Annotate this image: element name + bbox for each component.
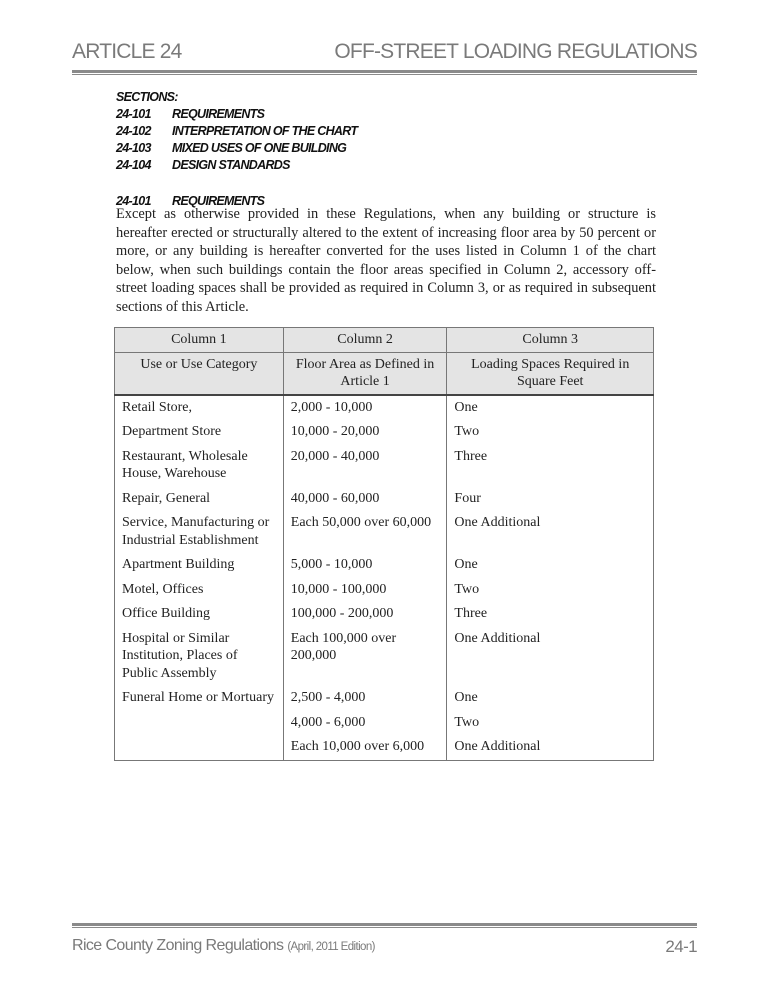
floor-area-cell: 5,000 - 10,000: [283, 553, 447, 578]
section-number: 24-101: [116, 107, 151, 121]
table-row: [115, 395, 654, 421]
floor-area-cell: 20,000 - 40,000: [283, 445, 447, 487]
loading-spaces-cell: One: [447, 553, 654, 578]
section-number: 24-102: [116, 124, 151, 138]
loading-spaces-cell: Two: [447, 420, 654, 445]
page-header: [72, 40, 697, 62]
floor-area-cell: 100,000 - 200,000: [283, 602, 447, 627]
floor-area-cell: 2,500 - 4,000: [283, 686, 447, 711]
table-row: [115, 735, 654, 760]
table-row: [115, 445, 654, 487]
column-header: Column 3: [447, 328, 654, 353]
use-cell: [115, 735, 284, 760]
use-cell: Restaurant, Wholesale House, Warehouse: [115, 445, 284, 487]
table-subheader-row: [115, 352, 654, 395]
page-number: 24-1: [665, 937, 697, 956]
loading-spaces-cell: Three: [447, 445, 654, 487]
section-number: 24-103: [116, 141, 151, 155]
table-row: [115, 578, 654, 603]
column-subheader: Use or Use Category: [115, 352, 284, 395]
use-cell: Hospital or Similar Institution, Places of Public Assembly: [115, 627, 284, 687]
table-row: [115, 686, 654, 711]
loading-spaces-cell: One Additional: [447, 511, 654, 553]
loading-spaces-cell: Two: [447, 578, 654, 603]
document-title: Rice County Zoning Regulations: [72, 937, 284, 954]
article-title: OFF-STREET LOADING REGULATIONS: [334, 40, 697, 63]
section-list-item: [116, 124, 357, 138]
floor-area-cell: 10,000 - 100,000: [283, 578, 447, 603]
floor-area-cell: Each 50,000 over 60,000: [283, 511, 447, 553]
column-header: Column 1: [115, 328, 284, 353]
table-row: [115, 420, 654, 445]
use-cell: Repair, General: [115, 487, 284, 512]
table-row: [115, 711, 654, 736]
loading-spaces-cell: One: [447, 395, 654, 421]
loading-spaces-cell: One Additional: [447, 735, 654, 760]
loading-spaces-cell: One: [447, 686, 654, 711]
section-list-item: [116, 158, 290, 172]
table-row: [115, 487, 654, 512]
use-cell: Apartment Building: [115, 553, 284, 578]
floor-area-cell: 10,000 - 20,000: [283, 420, 447, 445]
section-title: DESIGN STANDARDS: [172, 158, 290, 172]
column-subheader: Floor Area as Defined in Article 1: [283, 352, 447, 395]
section-title: INTERPRETATION OF THE CHART: [172, 124, 358, 138]
table-row: [115, 553, 654, 578]
loading-spaces-cell: Two: [447, 711, 654, 736]
floor-area-cell: 40,000 - 60,000: [283, 487, 447, 512]
section-title: REQUIREMENTS: [172, 194, 265, 208]
sections-heading: SECTIONS:: [116, 90, 178, 104]
use-cell: Service, Manufacturing or Industrial Establishment: [115, 511, 284, 553]
loading-spaces-cell: Three: [447, 602, 654, 627]
section-list-item: [116, 141, 346, 155]
floor-area-cell: Each 10,000 over 6,000: [283, 735, 447, 760]
use-cell: Department Store: [115, 420, 284, 445]
floor-area-cell: 2,000 - 10,000: [283, 395, 447, 421]
edition: (April, 2011 Edition): [287, 941, 375, 953]
floor-area-cell: Each 100,000 over 200,000: [283, 627, 447, 687]
table-header-row: [115, 328, 654, 353]
loading-spaces-cell: Four: [447, 487, 654, 512]
column-header: Column 2: [283, 328, 447, 353]
requirements-paragraph: Except as otherwise provided in these Regulations, when any building or structure is hereafter erected or structurally altered to the extent of increasing floor area by 50 percent or more, or any building is hereafter converted for the uses listed in Column 1 of the chart below, when such buildings contain the floor areas specified in Column 2, accessory off-street loading spaces shall be provided as required in Column 3, or as required in subsequent sections of this Article.: [116, 206, 656, 315]
table-row: [115, 511, 654, 553]
section-number: 24-104: [116, 158, 151, 172]
use-cell: Office Building: [115, 602, 284, 627]
use-cell: Motel, Offices: [115, 578, 284, 603]
footer-title: [72, 937, 375, 955]
column-subheader: Loading Spaces Required in Square Feet: [447, 352, 654, 395]
section-title: MIXED USES OF ONE BUILDING: [172, 141, 347, 155]
loading-spaces-cell: One Additional: [447, 627, 654, 687]
use-cell: Retail Store,: [115, 395, 284, 421]
use-cell: [115, 711, 284, 736]
footer-rule: [72, 923, 697, 928]
floor-area-cell: 4,000 - 6,000: [283, 711, 447, 736]
article-number: ARTICLE 24: [72, 40, 182, 63]
section-list-item: [116, 107, 264, 121]
section-number: 24-101: [116, 194, 151, 208]
header-rule: [72, 70, 697, 75]
use-cell: Funeral Home or Mortuary: [115, 686, 284, 711]
table-row: [115, 627, 654, 687]
loading-requirements-table: [114, 327, 654, 761]
table-row: [115, 602, 654, 627]
section-title: REQUIREMENTS: [172, 107, 265, 121]
